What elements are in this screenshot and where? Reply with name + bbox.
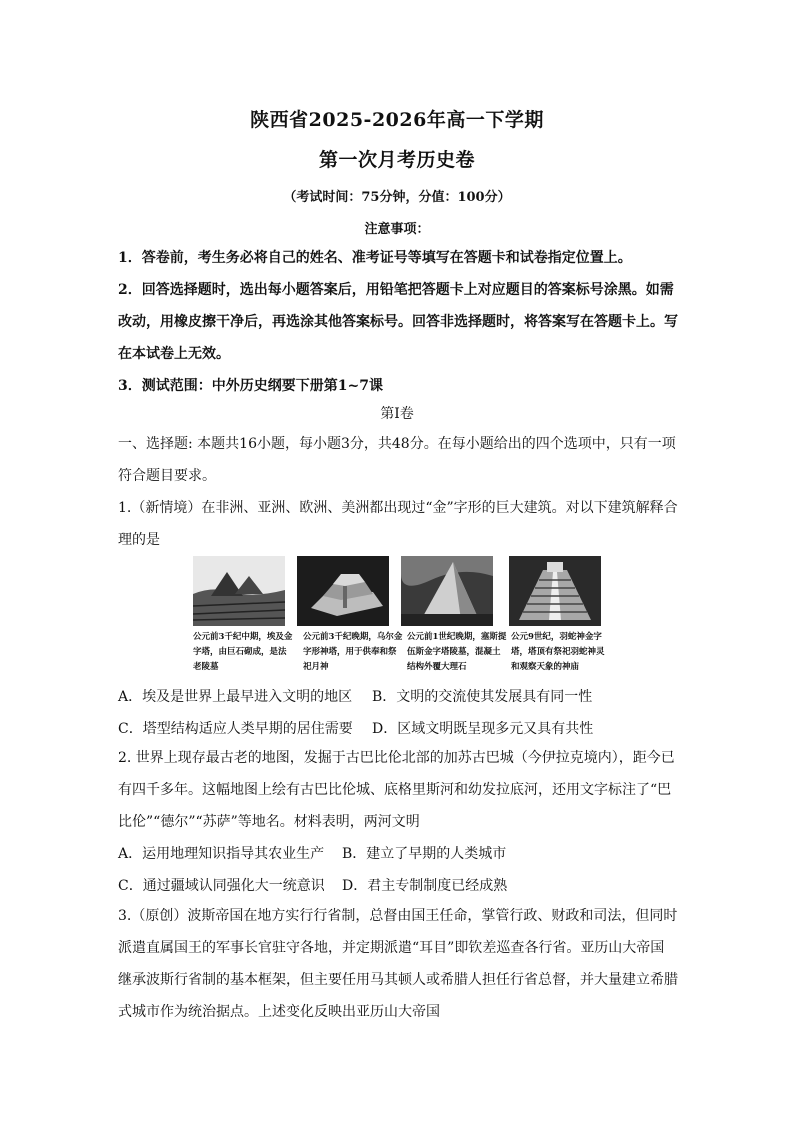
volume-heading: 第Ⅰ卷 <box>380 406 414 422</box>
notice-item-3: 3．测试范围：中外历史纲要下册第1~7课 <box>118 378 383 394</box>
exam-info: （考试时间：75分钟，分值：100分） <box>283 190 511 205</box>
q1-option-c: C．塔型结构适应人类早期的居住需要 <box>118 721 353 737</box>
cestius-pyramid-image <box>401 556 493 626</box>
caption-ur: 公元前3千纪晚期，乌尔金字形神塔，用于供奉和祭祀月神 <box>303 632 403 672</box>
ziggurat-image <box>297 556 389 626</box>
caption-cestius: 公元前1世纪晚期，塞斯提伍斯金字塔陵墓，混凝土结构外覆大理石 <box>407 632 507 672</box>
egypt-pyramid-image <box>193 556 285 626</box>
q2-option-d: D．君主专制制度已经成熟 <box>342 878 508 894</box>
q1-option-a: A．埃及是世界上最早进入文明的地区 <box>118 689 353 705</box>
notice-item-2: 2．回答选择题时，选出每小题答案后，用铅笔把答题卡上对应题目的答案标号涂黑。如需改动，用橡皮擦干净后，再选涂其他答案标号。回答非选择题时，将答案写在答题卡上。写在本试卷上无效。 <box>118 282 678 362</box>
question-3-stem: 3.（原创）波斯帝国在地方实行行省制，总督由国王任命，掌管行政、财政和司法，但同时派遣直属国王的军事长官驻守各地，并定期派遣“耳目”即钦差巡查各行省。亚历山大帝国继承波斯行省制的基本框架，但主要任用马其顿人或希腊人担任行省总督，并大量建立希腊式城市作为统治据点。上述变化反映出亚历山大帝国 <box>118 908 678 1020</box>
q2-option-c: C．通过疆域认同强化大一统意识 <box>118 878 325 894</box>
notice-item-1: 1．答卷前，考生务必将自己的姓名、准考证号等填写在答题卡和试卷指定位置上。 <box>118 250 632 266</box>
caption-egypt: 公元前3千纪中期，埃及金字塔，由巨石砌成，是法老陵墓 <box>193 632 293 672</box>
question-1-stem: 1.（新情境）在非洲、亚洲、欧洲、美洲都出现过“金”字形的巨大建筑。对以下建筑解释合理的是 <box>118 500 678 548</box>
notice-title: 注意事项： <box>364 222 430 237</box>
question-1-figure <box>193 556 605 674</box>
q1-option-b: B．文明的交流使其发展具有同一性 <box>372 689 593 705</box>
q2-option-b: B．建立了早期的人类城市 <box>342 846 507 862</box>
q1-option-d: D．区域文明既呈现多元又具有共性 <box>372 721 594 737</box>
section-intro: 一、选择题: 本题共16小题，每小题3分，共48分。在每小题给出的四个选项中，只有一项符合题目要求。 <box>118 436 676 484</box>
question-2-stem: 2. 世界上现存最古老的地图，发掘于古巴比伦北部的加苏古巴城（今伊拉克境内），距今已有四千多年。这幅地图上绘有古巴比伦城、底格里斯河和幼发拉底河，还用文字标注了“巴比伦”“德尔”“苏萨”等地名。材料表明，两河文明 <box>118 750 675 830</box>
q2-option-a: A．运用地理知识指导其农业生产 <box>118 846 325 862</box>
kukulcan-pyramid-image <box>509 556 601 626</box>
exam-subtitle: 第一次月考历史卷 <box>318 149 475 171</box>
exam-title: 陕西省2025-2026年高一下学期 <box>250 109 544 131</box>
caption-kukulcan: 公元9世纪，羽蛇神金字塔，塔顶有祭祀羽蛇神灵和观察天象的神庙 <box>511 632 605 672</box>
